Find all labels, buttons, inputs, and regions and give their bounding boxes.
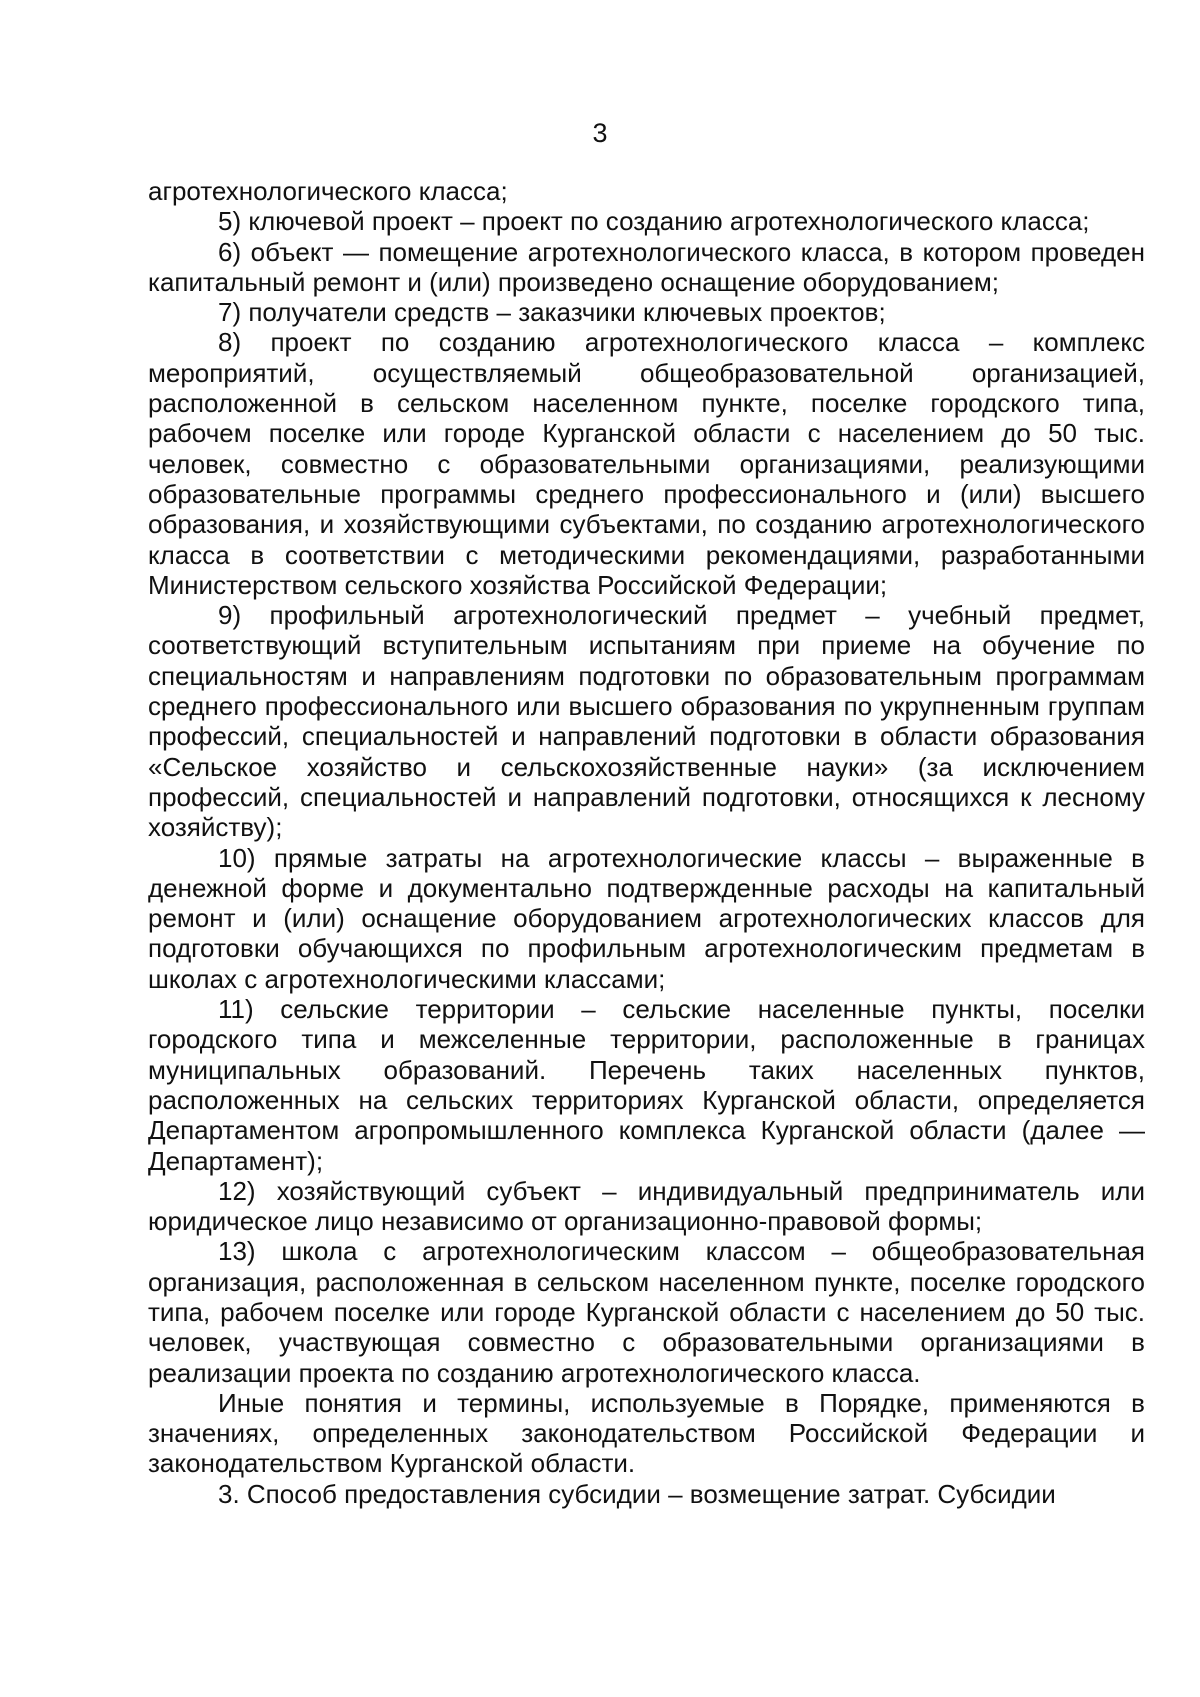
document-body bbox=[148, 176, 1145, 1509]
paragraph-item-11: 11) сельские территории – сельские населенные пункты, поселки городского типа и межселенные территории, расположенные в границах муниципальных образований. Перечень таких населенных пунктов, расположенных на сельских территориях Курганской области, определяется Департаментом агропромышленного комплекса Курганской области (далее — Департамент); bbox=[148, 994, 1145, 1176]
paragraph-item-6: 6) объект — помещение агротехнологического класса, в котором проведен капитальный ремонт и (или) произведено оснащение оборудованием; bbox=[148, 236, 1145, 297]
page-number: 3 bbox=[592, 118, 608, 148]
paragraph-item-13: 13) школа с агротехнологическим классом – общеобразовательная организация, расположенная в сельском населенном пункте, поселке городского типа, рабочем поселке или городе Курганской области с населением до 50 тыс. человек, участвующая совместно с образовательными организациями в реализации проекта по созданию агротехнологического класса. bbox=[148, 1236, 1145, 1388]
paragraph-item-7: 7) получатели средств – заказчики ключевых проектов; bbox=[218, 297, 886, 328]
paragraph-item-12: 12) хозяйствующий субъект – индивидуальный предприниматель или юридическое лицо независимо от организационно-правовой формы; bbox=[148, 1175, 1145, 1237]
paragraph-item-10: 10) прямые затраты на агротехнологические классы – выраженные в денежной форме и документально подтвержденные расходы на капитальный ремонт и (или) оснащение оборудованием агротехнологических классов для подготовки обучающихся по профильным агротехнологическим предметам в школах с агротехнологическими классами; bbox=[148, 842, 1145, 994]
paragraph-item-5: 5) ключевой проект – проект по созданию агротехнологического класса; bbox=[218, 206, 1090, 237]
paragraph-section-3: 3. Способ предоставления субсидии – возмещение затрат. Субсидии bbox=[218, 1478, 1056, 1509]
paragraph-item-8: 8) проект по созданию агротехнологического класса – комплекс мероприятий, осуществляемый общеобразовательной организацией, расположенной в сельском населенном пункте, поселке городского типа, рабочем поселке или городе Курганской области с населением до 50 тыс. человек, совместно с образовательными организациями, реализующими образовательные программы среднего профессионального и (или) высшего образования, и хозяйствующими субъектами, по созданию агротехнологического класса в соответствии с методическими рекомендациями, разработанными Министерством сельского хозяйства Российской Федерации; bbox=[148, 327, 1145, 600]
paragraph-item-9: 9) профильный агротехнологический предмет – учебный предмет, соответствующий вступительным испытаниям при приеме на обучение по специальностям и направлениям подготовки по образовательным программам среднего профессионального или высшего образования по укрупненным группам профессий, специальностей и направлений подготовки в области образования «Сельское хозяйство и сельскохозяйственные науки» (за исключением профессий, специальностей и направлений подготовки, относящихся к лесному хозяйству); bbox=[148, 600, 1145, 843]
paragraph-other-terms: Иные понятия и термины, используемые в Порядке, применяются в значениях, определенных законодательством Российской Федерации и законодательством Курганской области. bbox=[148, 1387, 1145, 1479]
paragraph-continuation: агротехнологического класса; bbox=[148, 176, 508, 206]
